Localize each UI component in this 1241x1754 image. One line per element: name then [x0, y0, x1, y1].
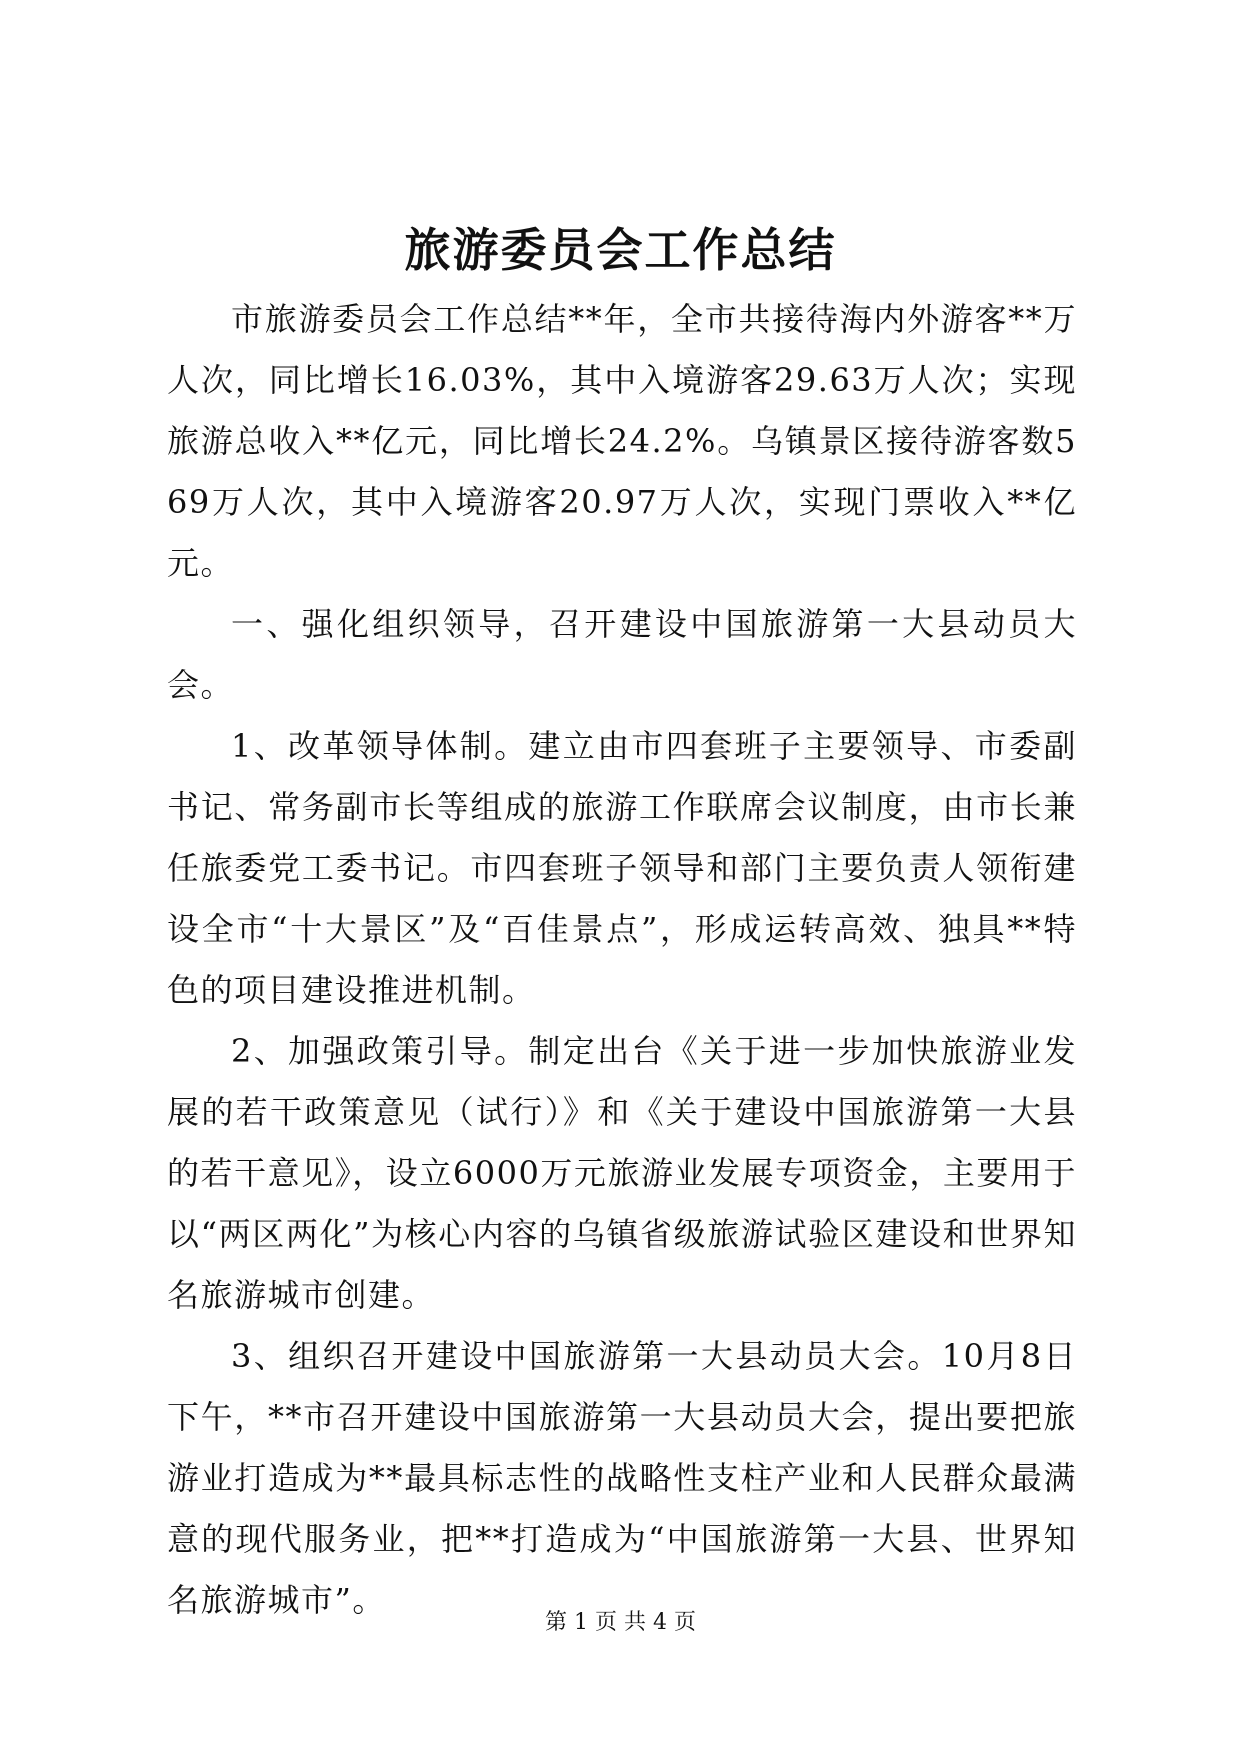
paragraph-item-1: 1、改革领导体制。建立由市四套班子主要领导、市委副书记、常务副市长等组成的旅游工作联席会议制度，由市长兼任旅委党工委书记。市四套班子领导和部门主要负责人领衔建设全市“十大景区”及“百佳景点”，形成运转高效、独具**特色的项目建设推进机制。 — [167, 727, 1077, 1009]
paragraph-item-2: 2、加强政策引导。制定出台《关于进一步加快旅游业发展的若干政策意见（试行）》和《关于建设中国旅游第一大县的若干意见》，设立6000万元旅游业发展专项资金，主要用于以“两区两化”为核心内容的乌镇省级旅游试验区建设和世界知名旅游城市创建。 — [167, 1032, 1077, 1314]
paragraph-summary: 市旅游委员会工作总结**年，全市共接待海内外游客**万人次，同比增长16.03%，其中入境游客29.63万人次；实现旅游总收入**亿元，同比增长24.2%。乌镇景区接待游客数569万人次，其中入境游客20.97万人次，实现门票收入**亿元。 — [167, 300, 1077, 582]
document-body — [167, 289, 1077, 1631]
paragraph-item-3: 3、组织召开建设中国旅游第一大县动员大会。10月8日下午，**市召开建设中国旅游第一大县动员大会，提出要把旅游业打造成为**最具标志性的战略性支柱产业和人民群众最满意的现代服务业，把**打造成为“中国旅游第一大县、世界知名旅游城市”。 — [167, 1337, 1077, 1619]
page-footer: 第 1 页 共 4 页 — [545, 1610, 696, 1635]
document-title: 旅游委员会工作总结 — [404, 223, 837, 277]
section-heading-1: 一、强化组织领导，召开建设中国旅游第一大县动员大会。 — [167, 605, 1077, 704]
